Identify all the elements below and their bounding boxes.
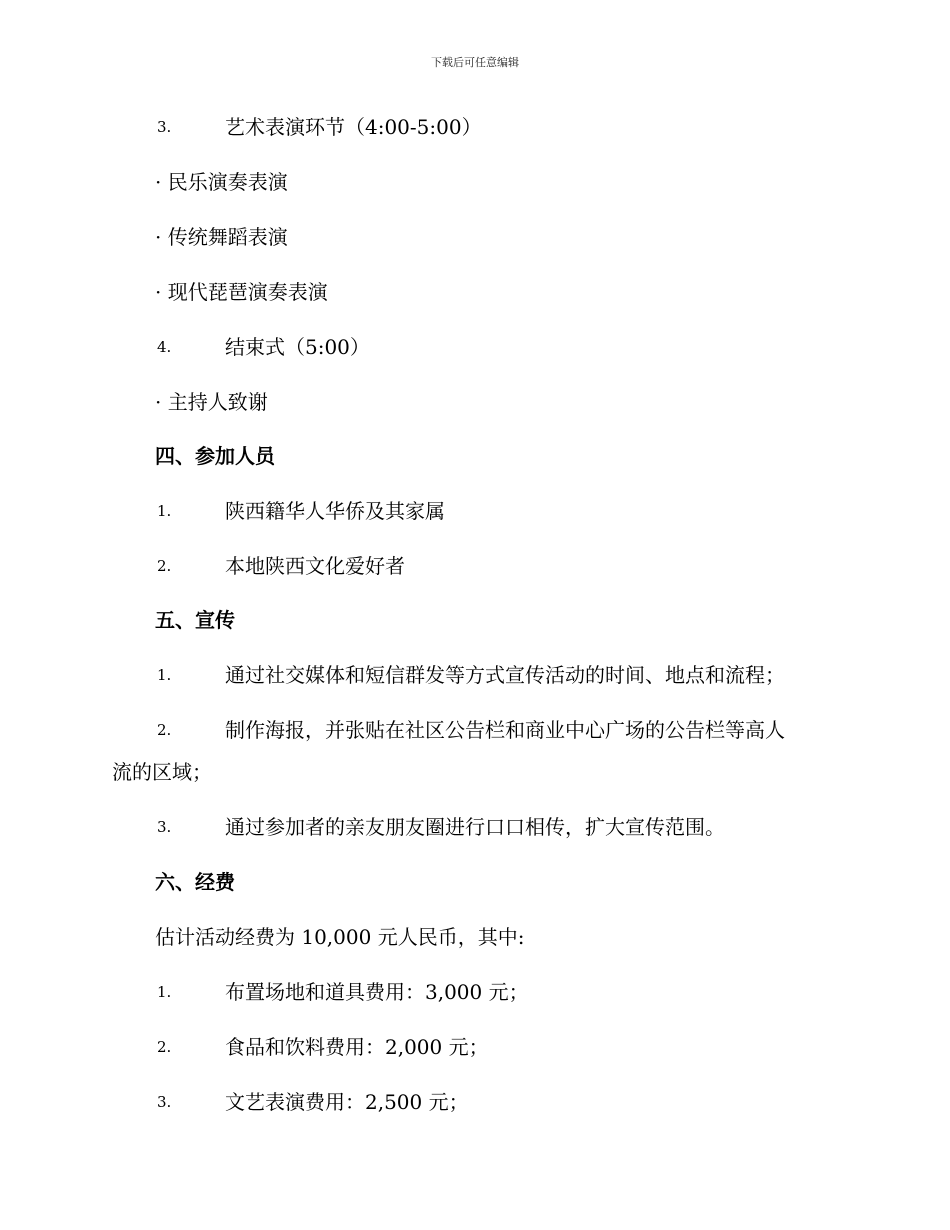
list-item-text: 本地陕西文化爱好者 — [225, 554, 405, 578]
section-heading: 五、宣传 — [155, 608, 235, 632]
bullet-item: · 主持人致谢 — [155, 390, 268, 414]
list-item-text: 结束式（5:00） — [225, 335, 370, 359]
paragraph: 估计活动经费为 10,000 元人民币，其中: — [155, 925, 525, 949]
list-item-text: 食品和饮料费用：2,000 元； — [225, 1035, 489, 1059]
section-heading: 四、参加人员 — [155, 444, 275, 468]
list-number: 3. — [157, 1093, 172, 1111]
list-item-text: 通过参加者的亲友朋友圈进行口口相传，扩大宣传范围。 — [225, 815, 725, 839]
list-number: 2. — [157, 557, 172, 575]
bullet-item: · 现代琵琶演奏表演 — [155, 280, 328, 304]
section-heading: 六、经费 — [155, 870, 235, 894]
list-item-text: 陕西籍华人华侨及其家属 — [225, 499, 445, 523]
list-number: 2. — [157, 1038, 172, 1056]
list-item-text: 艺术表演环节（4:00-5:00） — [225, 115, 482, 139]
list-item-text: 制作海报，并张贴在社区公告栏和商业中心广场的公告栏等高人 — [225, 718, 785, 742]
list-number: 4. — [157, 338, 172, 356]
bullet-item: · 民乐演奏表演 — [155, 170, 288, 194]
list-number: 1. — [157, 666, 172, 684]
list-item-text: 通过社交媒体和短信群发等方式宣传活动的时间、地点和流程； — [225, 663, 785, 687]
list-item-text: 布置场地和道具费用：3,000 元； — [225, 980, 529, 1004]
page-header: 下载后可任意编辑 — [431, 56, 519, 69]
bullet-item: · 传统舞蹈表演 — [155, 225, 288, 249]
list-number: 1. — [157, 983, 172, 1001]
list-number: 3. — [157, 818, 172, 836]
list-item-text: 文艺表演费用：2,500 元； — [225, 1090, 469, 1114]
list-number: 3. — [157, 118, 172, 136]
list-number: 2. — [157, 721, 172, 739]
list-number: 1. — [157, 502, 172, 520]
list-item-continuation: 流的区域； — [112, 760, 212, 784]
